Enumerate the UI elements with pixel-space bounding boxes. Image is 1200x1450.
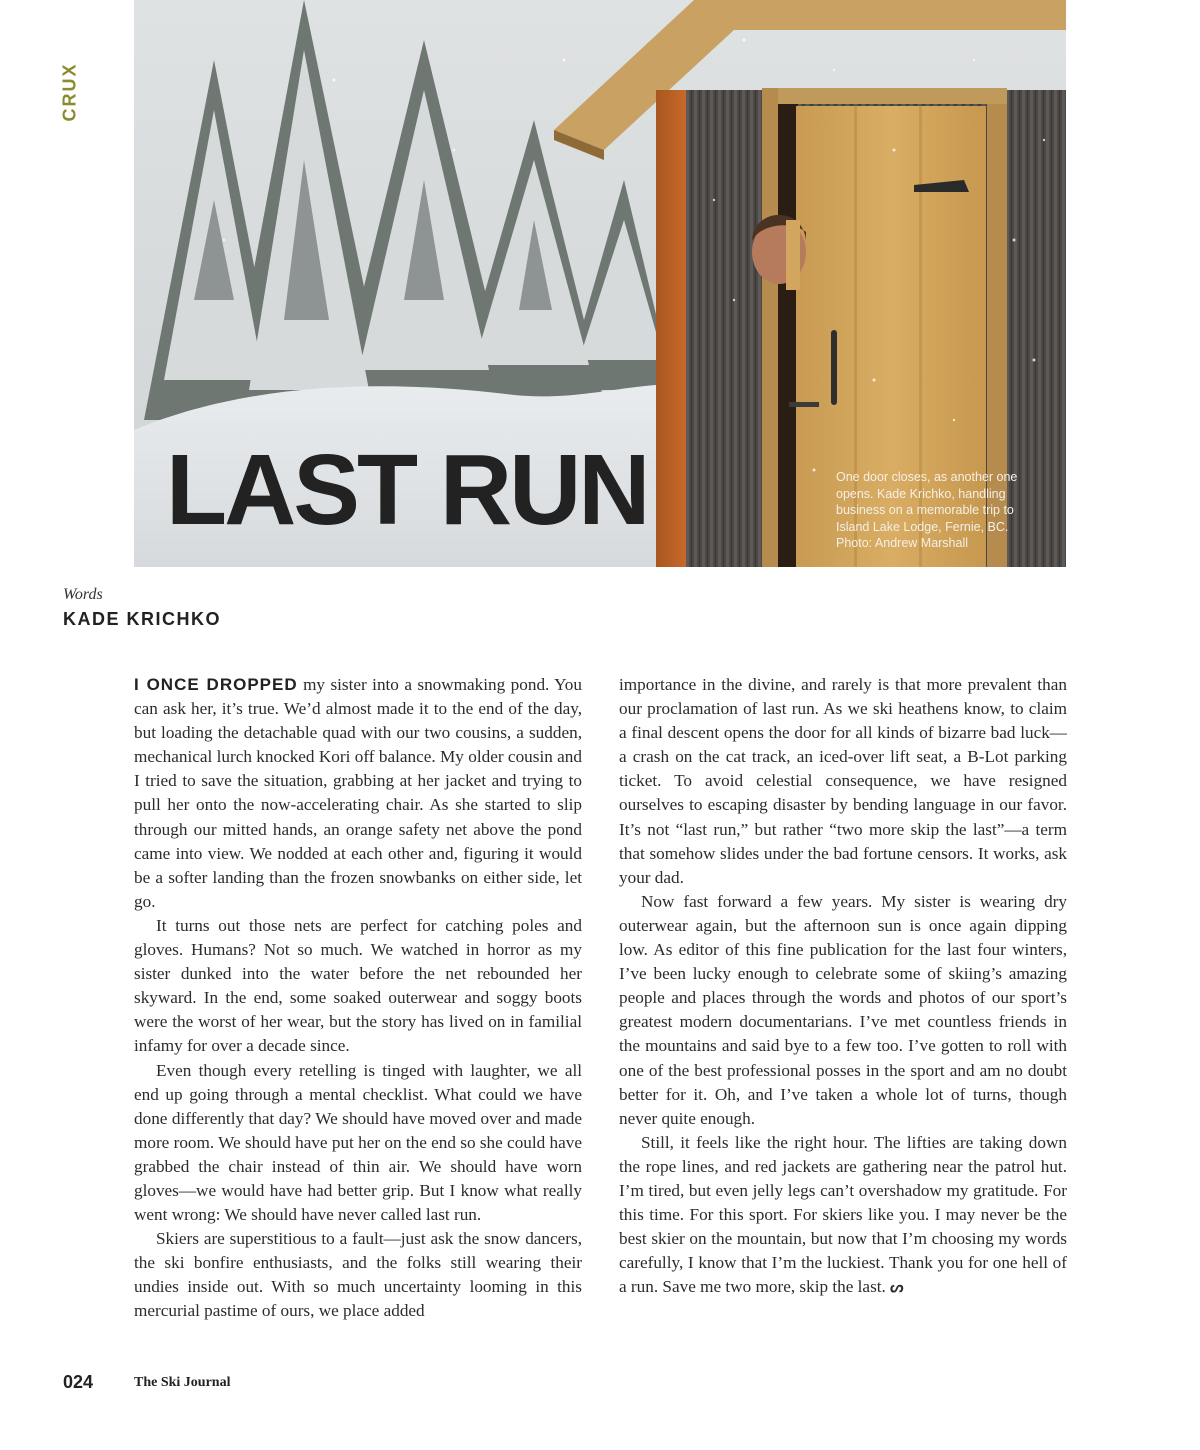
caption-line: opens. Kade Krichko, handling (836, 486, 1006, 501)
paragraph-text: Still, it feels like the right hour. The lifties are taking down the rope lines, and red jackets are gathering near the patrol hut. I’m tired, but even jelly legs can’t overshadow my gratitude. For this time. For this sport. For skiers like you. I may never be the best skier on the mountain, but now that I’m choosing my words carefully, I know that I’m the luckiest. Thank you for one hell of a run. Save me two more, skip the last. (619, 1132, 1067, 1297)
caption-line: One door closes, as another one (836, 470, 1018, 484)
article-paragraph: It turns out those nets are perfect for catching poles and gloves. Humans? Not so much. We watched in horror as my sister dunked into the water before the net rebounded her skyward. In the end, some soaked outerwear and soggy boots were the worst of her wear, but the story has lived on in familial infamy for over a decade since. (134, 915, 582, 1056)
page-title: LAST RUN (166, 434, 648, 546)
article-column-right (619, 673, 1067, 1300)
article-paragraph (619, 1131, 1067, 1301)
publication-name: The Ski Journal (134, 1375, 231, 1390)
article-paragraph: Even though every retelling is tinged with laughter, we all end up going through a mental checklist. What could we have done differently that day? We should have moved over and made more room. We should have put her on the end so she could have grabbed the chair instead of thin air. We should have worn gloves—we would have had better grip. But I know what really went wrong: We should have never called last run. (134, 1060, 582, 1225)
hero-photo (134, 0, 1066, 567)
paragraph-text: my sister into a snowmaking pond. You can ask her, it’s true. We’d almost made it to the end of the day, but loading the detachable quad with our two cousins, a sudden, mechanical lurch knocked Kori off balance. My older cousin and I tried to save the situation, grabbing at her jacket and trying to pull her onto the now-accelerating chair. As she started to slip through our mitted hands, an orange safety net above the pond came into view. We nodded at each other and, figuring it would be a softer landing than the frozen snowbanks on either side, let go. (134, 675, 582, 911)
section-tag-label: CRUX (59, 62, 80, 122)
caption-line: business on a memorable trip to (836, 503, 1014, 517)
article-paragraph: importance in the divine, and rarely is that more prevalent than our proclamation of last run. As we ski heathens know, to claim a final descent opens the door for all kinds of bizarre bad luck—a crash on the cat track, an iced-over lift seat, a B-Lot parking ticket. To avoid celestial consequence, we have resigned ourselves to escaping disaster by bending language in our favor. It’s not “last run,” but rather “two more skip the last”—a term that somehow slides under the bad fortune censors. It works, ask your dad. (619, 675, 1067, 887)
byline-label: Words (63, 586, 103, 603)
lead-in: I ONCE DROPPED (134, 675, 298, 694)
article-paragraph (134, 673, 582, 914)
byline-author: KADE KRICHKO (63, 609, 222, 629)
article-paragraph: Now fast forward a few years. My sister is wearing dry outerwear again, but the afternoon sun is once again dipping low. As editor of this fine publication for the last four winters, I’ve been lucky enough to celebrate some of skiing’s amazing people and places through the words and photos of our sport’s greatest modern documentarians. I’ve met countless friends in the mountains and said bye to a few too. I’ve gotten to roll with one of the best professional posses in the sport and am no doubt better for it. Oh, and I’ve taken a whole lot of turns, though never quite enough. (619, 891, 1067, 1128)
end-mark-icon: ᔕ (890, 1280, 904, 1297)
article-paragraph: Skiers are superstitious to a fault—just ask the snow dancers, the ski bonfire enthusiasts, and the folks still wearing their undies inside out. With so much uncertainty looming in this mercurial pastime of ours, we place added (134, 1229, 582, 1321)
page-number: 024 (63, 1372, 94, 1392)
caption-line: Island Lake Lodge, Fernie, BC. (836, 519, 1009, 534)
caption-photo-credit: Photo: Andrew Marshall (836, 536, 969, 550)
section-tag (56, 60, 84, 124)
article-column-left (134, 673, 582, 1324)
photo-caption (836, 469, 1051, 552)
